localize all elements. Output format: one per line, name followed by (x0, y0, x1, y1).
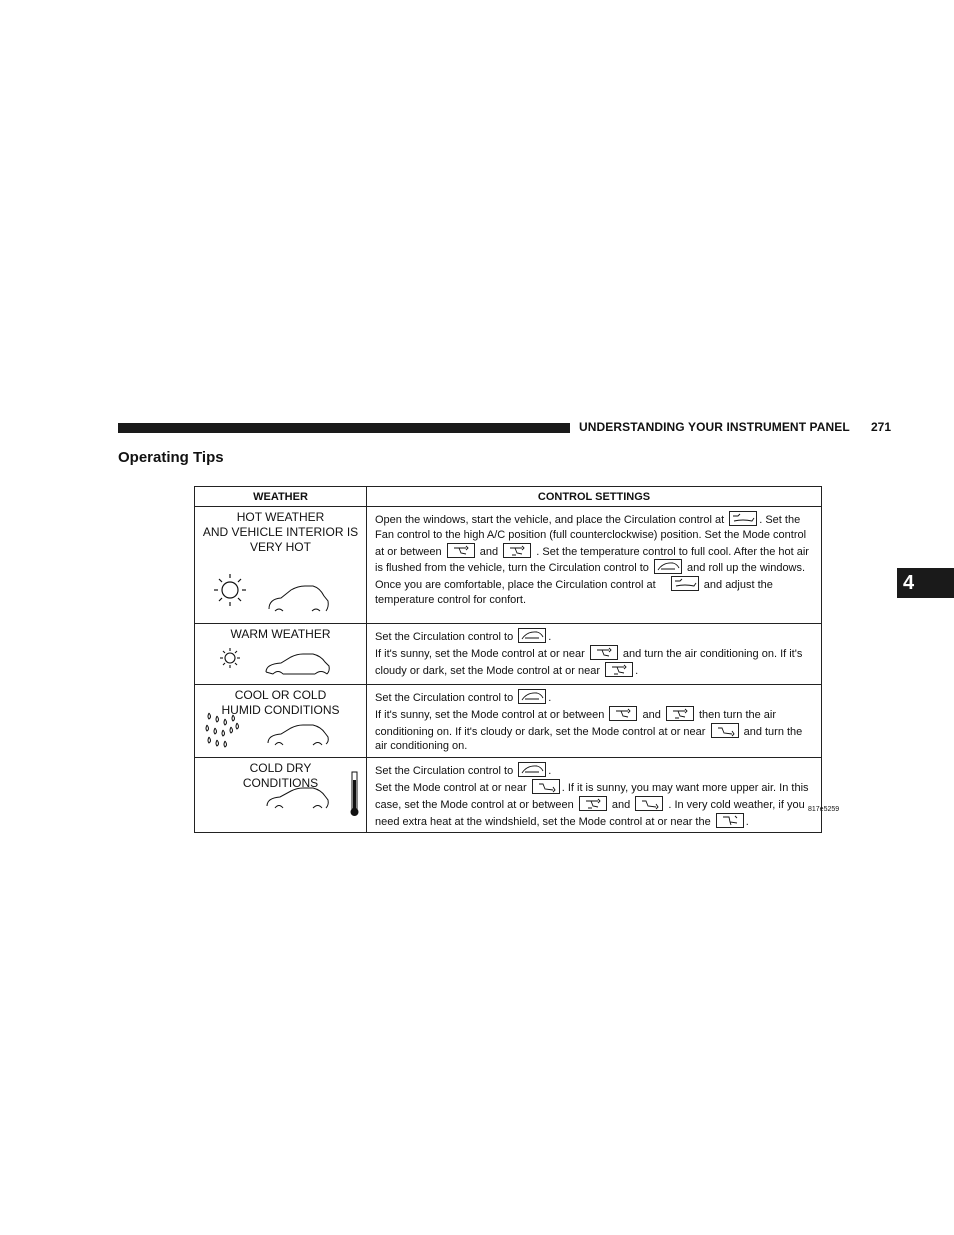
weather-cell (195, 758, 367, 833)
weather-column-header: WEATHER (195, 487, 367, 507)
control-settings-cell: Set the Circulation control to . Set the Mode control at or near . If it is sunny, you may want more upper air. In this case, set the Mode control at or between and . In very cold weather, if you need extra heat at the windshield, set the Mode control at or near the . (367, 758, 822, 833)
control-settings-cell: Set the Circulation control to . If it's sunny, set the Mode control at or near and turn the air conditioning on. If it's cloudy or dark, set the Mode control at or near . (367, 624, 822, 685)
figure-reference: 817e5259 (808, 806, 840, 813)
weather-label: HOT WEATHER AND VEHICLE INTERIOR IS VERY HOT (202, 510, 359, 554)
floor-mode-icon (711, 723, 739, 738)
thermometer-icon (195, 758, 367, 820)
control-settings-cell: Set the Circulation control to . If it's sunny, set the Mode control at or between and then turn the air conditioning on. If it's cloudy or dark, set the Mode control at or near and turn the air conditioning on. (367, 685, 822, 758)
bi-level-mode-icon (605, 662, 633, 677)
weather-label: COLD DRY CONDITIONS (242, 761, 319, 791)
bi-level-mode-icon (666, 706, 694, 721)
table-row (195, 507, 822, 624)
control-settings-column-header: CONTROL SETTINGS (367, 487, 822, 507)
weather-label: COOL OR COLD HUMID CONDITIONS (221, 688, 340, 717)
table-header-row (195, 487, 822, 507)
bi-level-mode-icon (503, 543, 531, 558)
outside-air-icon (518, 689, 546, 704)
floor-mode-icon (635, 796, 663, 811)
weather-cell (195, 685, 367, 758)
control-settings-cell: Open the windows, start the vehicle, and place the Circulation control at . Set the Fan control to the high A/C position (full counterclockwise) position. Set the Mode control at or between and . Set the temperature control to full cool. After the hot air is flushed from the vehicle, turn the Circulation control to and roll up the windows. Once you are comfortable, place the Circulation control at and adjust the temperature control for confort. (367, 507, 822, 624)
floor-mode-icon (532, 779, 560, 794)
car-icon (195, 507, 367, 624)
header-rule (118, 423, 570, 433)
operating-tips-table (194, 486, 822, 833)
car-icon (195, 685, 367, 755)
chapter-tab: 4 (897, 568, 954, 598)
outside-air-icon (518, 762, 546, 777)
weather-label: WARM WEATHER (230, 627, 331, 641)
mix-mode-icon (716, 813, 744, 828)
outside-air-icon (518, 628, 546, 643)
section-title: Operating Tips (118, 449, 224, 466)
car-icon (195, 624, 367, 685)
table-row (195, 624, 822, 685)
running-header: UNDERSTANDING YOUR INSTRUMENT PANEL (579, 420, 850, 434)
weather-cell (195, 624, 367, 685)
recirculation-icon (729, 511, 757, 526)
table-row (195, 685, 822, 758)
weather-cell (195, 507, 367, 624)
panel-mode-icon (609, 706, 637, 721)
outside-air-icon (654, 559, 682, 574)
table-row (195, 758, 822, 833)
panel-mode-icon (590, 645, 618, 660)
recirculation-icon (671, 576, 699, 591)
panel-mode-icon (447, 543, 475, 558)
page-number: 271 (871, 420, 892, 434)
bi-level-mode-icon (579, 796, 607, 811)
